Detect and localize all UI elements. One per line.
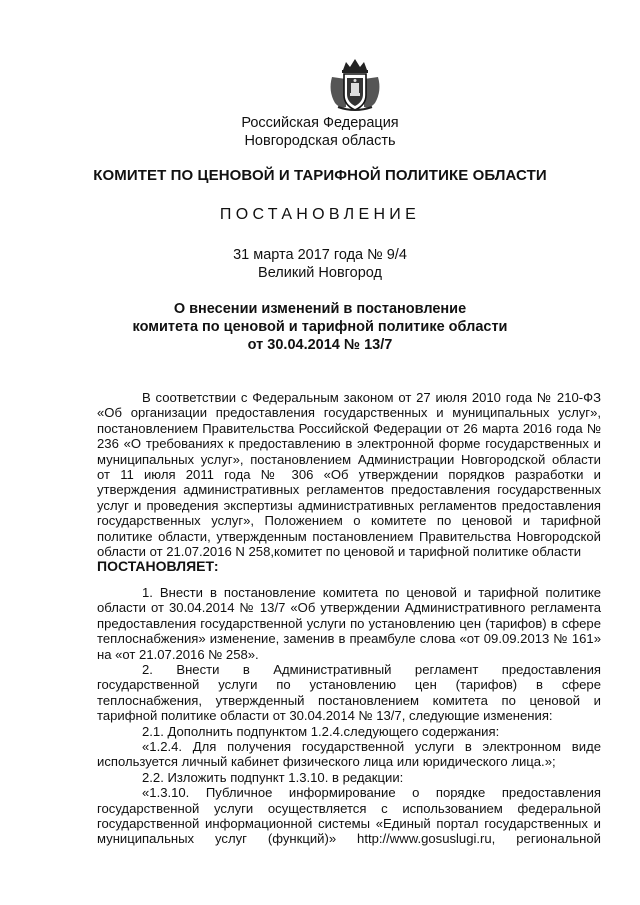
document-date: 31 марта 2017 года № 9/4 [233,247,407,263]
resolves-heading: ПОСТАНОВЛЯЕТ: [97,558,219,575]
header-country: Российская Федерация [241,115,399,131]
subject-line-2: комитета по ценовой и тарифной политике области [132,319,508,335]
item-2-1-text-paragraph: «1.2.4. Для получения государственной услуги в электронном виде используется личный кабинет физического лица или юридического лица.»; [97,738,601,770]
document-type: ПОСТАНОВЛЕНИЕ [219,206,421,223]
subject-line-3: от 30.04.2014 № 13/7 [247,337,393,353]
header-region: Новгородская область [244,133,396,149]
subject-line-1: О внесении изменений в постановление [173,301,467,317]
document-body [97,390,601,847]
item-2-paragraph: 2. Внести в Административный регламент предоставления государственной услуги по установлению цен (тарифов) в сфере теплоснабжения, утвержденный постановлением комитета по ценовой и тарифной политике области от 30.04.2014 № 13/7, следующие изменения: [97,661,601,724]
preamble-paragraph: В соответствии с Федеральным законом от 27 июля 2010 года № 210-ФЗ «Об организации предоставления государственных и муниципальных услуг», постановлением Правительства Российской Федерации от 26 марта 2016 года № 236 «О требованиях к предоставлению в электронной форме государственных и муниципальных услуг», постановлением Администрации Новгородской области от 11 июля 2011 года № 306 «Об утверждении порядков разработки и утверждения административных регламентов предоставления государственных услуг и проведения экспертизы административных регламентов предоставления государственных услуг», Положением о комитете по ценовой и тарифной политике области, утвержденным постановлением Правительства Новгородской области от 21.07.2016 N 258,комитет по ценовой и тарифной политике области [97,390,601,560]
item-2-2-text-paragraph: «1.3.10. Публичное информирование о порядке предоставления государственной услуги осуществляется с использованием федеральной государственной информационной системы «Единый портал государственных и муниципальных услуг (функций)» http://www.gosuslugi.ru, региональной [97,785,601,847]
item-2-1-paragraph: 2.1. Дополнить подпунктом 1.2.4.следующего содержания: [142,723,500,739]
document-city: Великий Новгород [258,265,382,281]
item-1-paragraph: 1. Внести в постановление комитета по ценовой и тарифной политике области от 30.04.2014 № 13/7 «Об утверждении Административного регламента предоставления государственной услуги по установлению цен (тарифов) в сфере теплоснабжения» изменение, заменив в преамбуле слова «от 09.09.2013 № 161» на «от 21.07.2016 № 258». [97,584,601,662]
item-2-2-paragraph: 2.2. Изложить подпункт 1.3.10. в редакции: [142,769,404,785]
committee-name: КОМИТЕТ ПО ЦЕНОВОЙ И ТАРИФНОЙ ПОЛИТИКЕ ОБЛАСТИ [93,167,547,184]
coat-of-arms-icon [326,57,384,113]
